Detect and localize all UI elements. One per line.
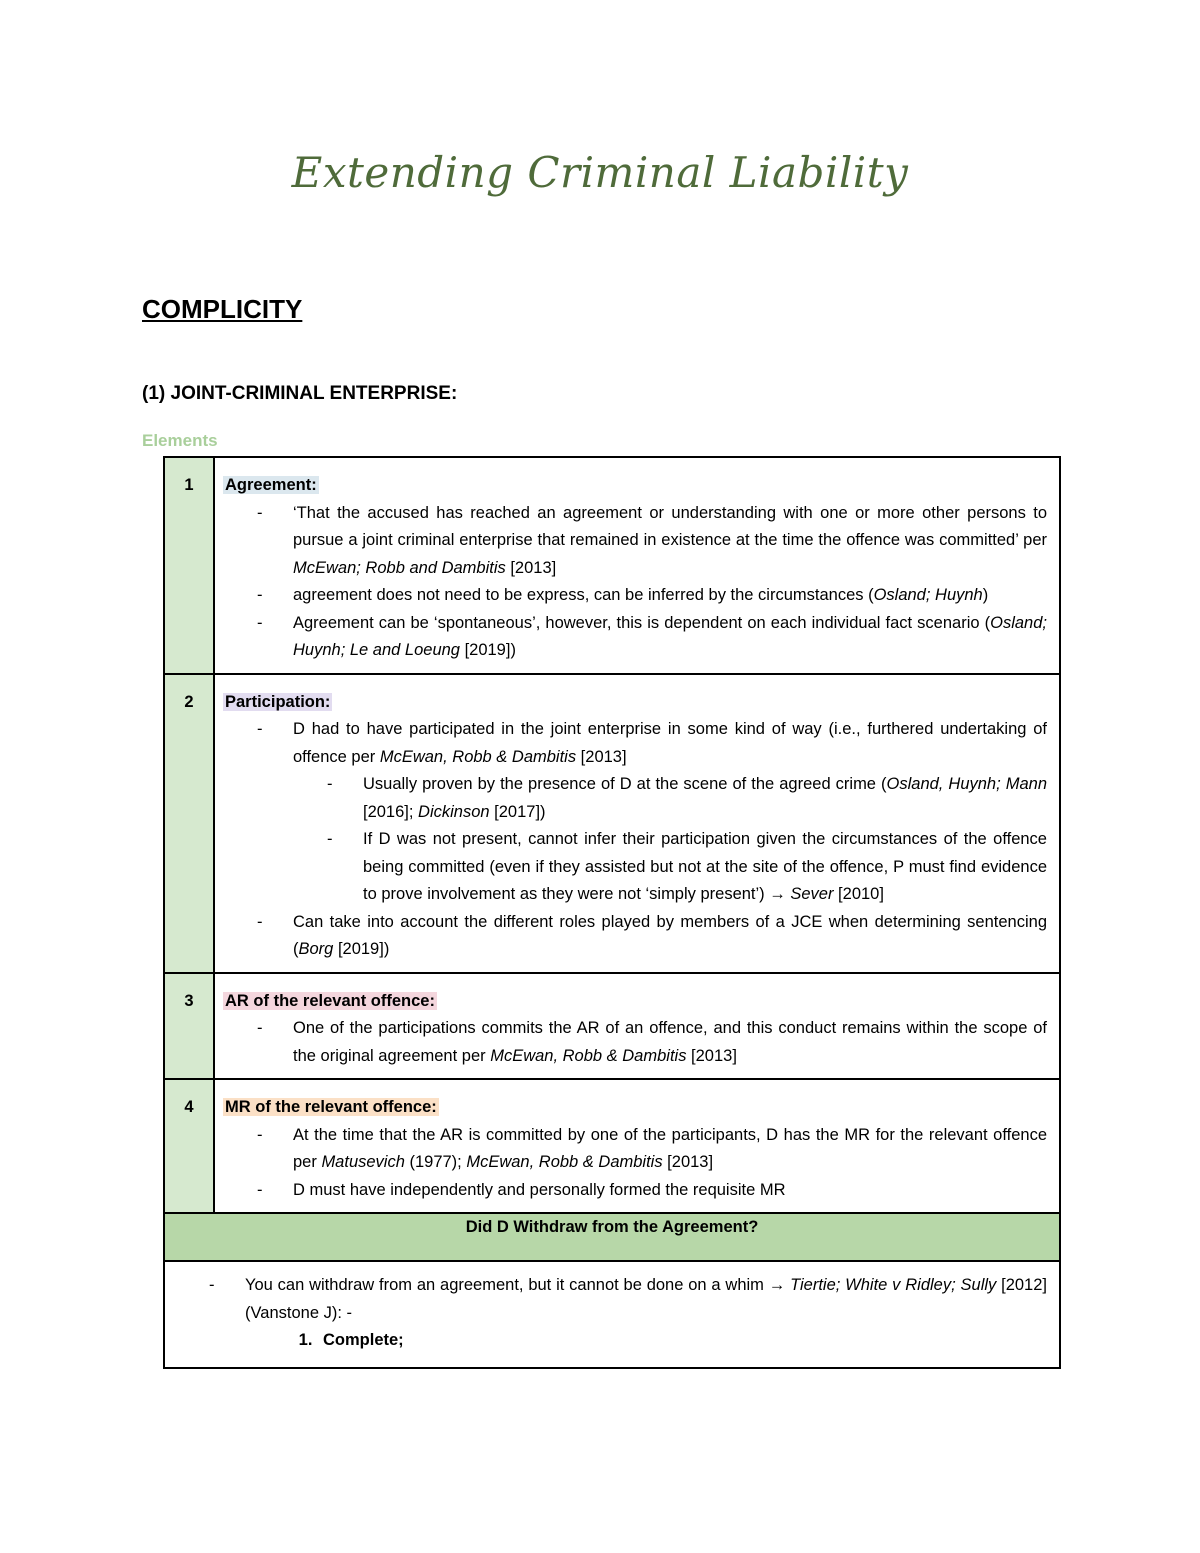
element-number: 4: [164, 1079, 214, 1213]
bullet-list: [223, 1015, 1047, 1070]
withdraw-content: [164, 1261, 1060, 1368]
withdraw-heading: Did D Withdraw from the Agreement?: [164, 1213, 1060, 1261]
list-item: - One of the participations commits the AR of an offence, and this conduct remains within the scope of the original agreement per McEwan, Robb & Dambitis [2013]: [293, 1015, 1047, 1070]
list-item: - Can take into account the different roles played by members of a JCE when determining sentencing (Borg [2019]): [293, 909, 1047, 964]
list-item: - agreement does not need to be express, can be inferred by the circumstances (Osland; Huynh): [293, 582, 1047, 610]
list-item: 1. Complete;: [317, 1327, 1047, 1355]
case-citation: McEwan, Robb & Dambitis: [379, 747, 577, 766]
bullet-list: [223, 716, 1047, 964]
element-label: MR of the relevant offence:: [225, 1098, 437, 1116]
subsection-heading: (1) JOINT-CRIMINAL ENTERPRISE:: [142, 383, 458, 404]
case-citation: Osland; Huynh; Le and Loeung: [293, 613, 1047, 659]
element-row: [164, 457, 1060, 674]
elements-label: Elements: [142, 431, 218, 450]
list-item: - At the time that the AR is committed by one of the participants, D has the MR for the relevant offence per Matusevich (1977); McEwan, Robb & Dambitis [2013]: [293, 1122, 1047, 1177]
case-citation: Sever: [790, 885, 834, 903]
element-label: AR of the relevant offence:: [225, 991, 435, 1010]
list-item: - You can withdraw from an agreement, but it cannot be done on a whim → Tiertie; White v Ridley; Sully [2012] (Vanstone J): - 1. Complete;: [245, 1272, 1047, 1355]
case-citation: McEwan; Robb and Dambitis: [293, 558, 506, 577]
bullet-list: [223, 500, 1047, 665]
section-heading: COMPLICITY: [142, 294, 303, 324]
case-citation: Osland, Huynh; Mann: [886, 775, 1047, 793]
element-row: [164, 674, 1060, 973]
bullet-list: [223, 1122, 1047, 1205]
elements-table: [163, 456, 1061, 1369]
list-item: - Usually proven by the presence of D at the scene of the agreed crime (Osland, Huynh; Mann [2016]; Dickinson [2017]): [363, 771, 1047, 826]
withdraw-content-row: [164, 1261, 1060, 1368]
list-item: - D must have independently and personally formed the requisite MR: [293, 1177, 1047, 1205]
element-content: [214, 1079, 1060, 1213]
withdraw-header-row: [164, 1213, 1060, 1261]
case-citation: Tiertie; White v Ridley; Sully: [790, 1276, 997, 1294]
element-content: [214, 674, 1060, 973]
case-citation: Osland; Huynh: [873, 586, 983, 604]
list-item: - ‘That the accused has reached an agreement or understanding with one or more other persons to pursue a joint criminal enterprise that remained in existence at the time the offence was committed’ per McEwan; Robb and Dambitis [2013]: [293, 500, 1047, 583]
nested-bullet-list: [293, 771, 1047, 909]
element-label: Participation:: [225, 692, 331, 711]
case-citation: Dickinson: [418, 802, 490, 821]
element-content: [214, 457, 1060, 674]
case-citation: McEwan, Robb & Dambitis: [466, 1153, 663, 1171]
element-content: [214, 973, 1060, 1080]
list-item: - D had to have participated in the joint enterprise in some kind of way (i.e., furthered undertaking of offence per McEwan, Robb & Dambitis [2013] - Usually proven by the presence of D at the scene of the agreed crime (Osland, Huynh; Mann [2016]; Dickinson [2017]) - If D was not present, cannot infer their participation given the circumstances of the offence being committed (even if they assisted but not at the site of the offence, P must find evidence to prove involvement as they were not ‘simply present’) → Sever [2010]: [293, 716, 1047, 909]
element-label: Agreement:: [225, 476, 317, 494]
numbered-list: [245, 1327, 1047, 1355]
case-citation: Borg: [298, 940, 334, 958]
element-number: 3: [164, 973, 214, 1080]
element-row: [164, 1079, 1060, 1213]
document-title: Extending Criminal Liability: [291, 148, 909, 197]
list-item: - Agreement can be ‘spontaneous’, however, this is dependent on each individual fact scenario (Osland; Huynh; Le and Loeung [2019]): [293, 610, 1047, 665]
bullet-list: [173, 1272, 1047, 1355]
list-item: - If D was not present, cannot infer their participation given the circumstances of the offence being committed (even if they assisted but not at the site of the offence, P must find evidence to prove involvement as they were not ‘simply present’) → Sever [2010]: [363, 826, 1047, 909]
element-row: [164, 973, 1060, 1080]
case-citation: Matusevich: [321, 1153, 405, 1171]
element-number: 2: [164, 674, 214, 973]
element-number: 1: [164, 457, 214, 674]
case-citation: McEwan, Robb & Dambitis: [490, 1046, 687, 1065]
